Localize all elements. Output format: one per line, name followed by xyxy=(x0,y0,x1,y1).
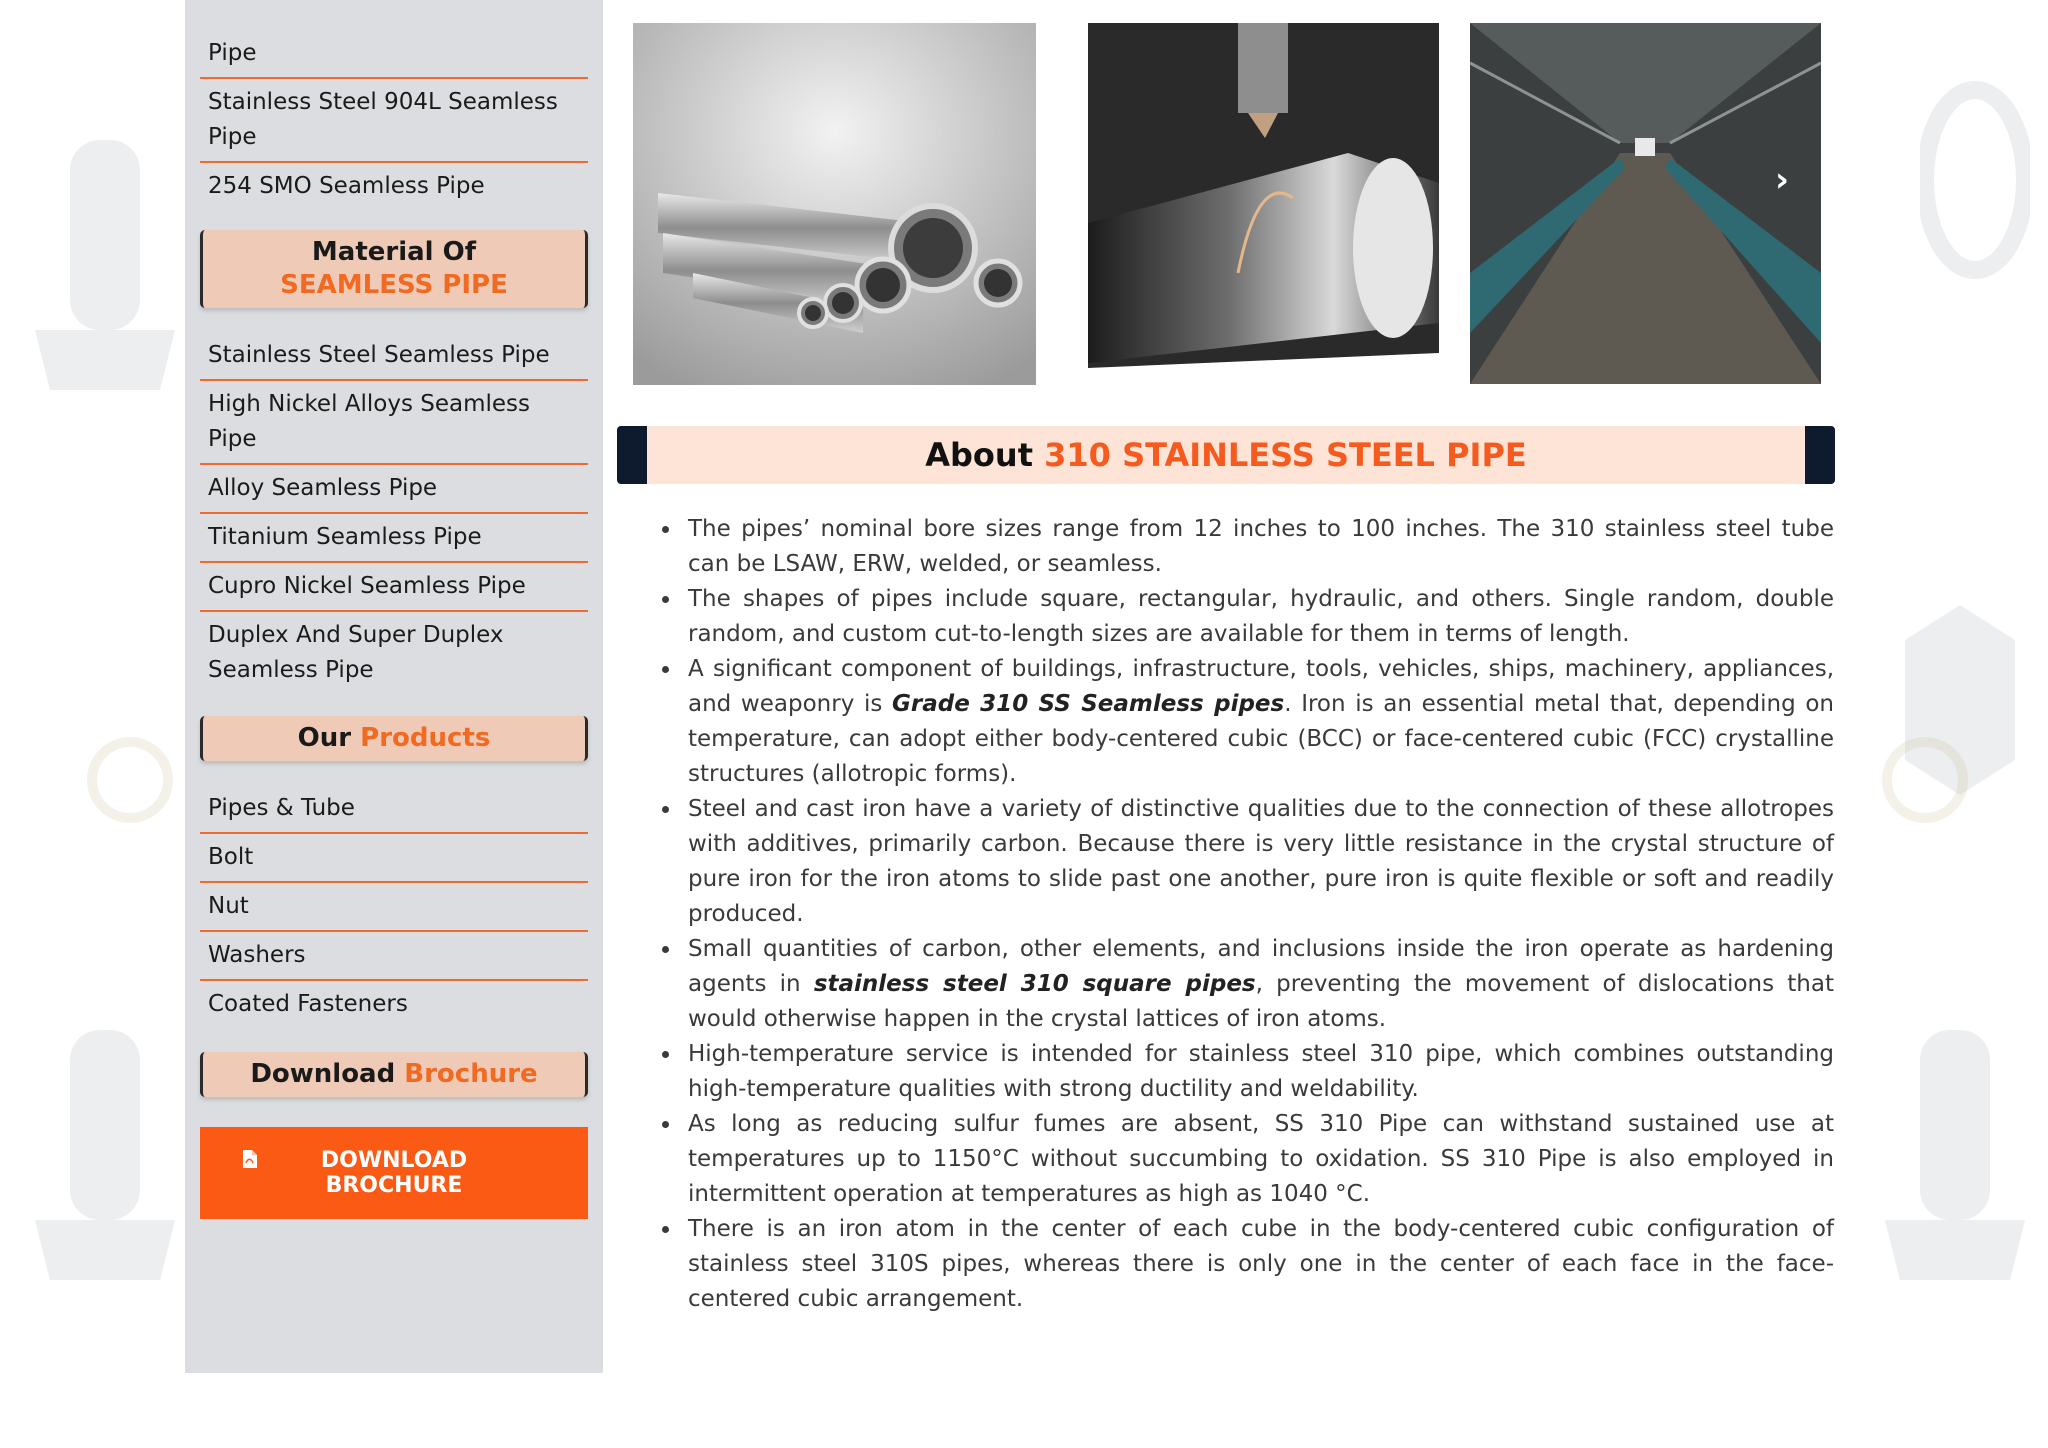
about-heading-plain: About xyxy=(925,436,1033,474)
sidebar-link-high-nickel-alloys-seamless-pipe[interactable]: High Nickel Alloys Seamless Pipe xyxy=(200,381,588,465)
list-item xyxy=(688,792,1834,932)
sidebar-link-254-smo-seamless-pipe[interactable]: 254 SMO Seamless Pipe xyxy=(208,173,485,199)
our-products-heading-plain: Our xyxy=(297,723,352,753)
download-brochure-heading xyxy=(200,1052,588,1097)
bullet-emphasis: stainless steel 310 square pipes xyxy=(813,971,1256,997)
washer-decoration-icon xyxy=(85,735,175,825)
sidebar xyxy=(185,0,603,1373)
bullet-text: As long as reducing sulfur fumes are absent, SS 310 Pipe can withstand sustained use at temperatures up to 1150°C without succumbing to oxidation. SS 310 Pipe is also employed in intermittent operation at temperatures as high as 1040 °C. xyxy=(688,1111,1834,1207)
hex-nut-decoration-icon xyxy=(1900,600,2020,800)
sidebar-link-stainless-steel-seamless-pipe[interactable]: Stainless Steel Seamless Pipe xyxy=(200,332,588,381)
material-heading-line2: SEAMLESS PIPE xyxy=(280,270,508,300)
bullet-text: . Iron is an essential metal that, depending on temperature, can adopt either body-centered cubic (BCC) or face-centered cubic (FCC) crystalline structures (allotropic forms). xyxy=(688,691,1834,787)
sidebar-link-duplex-super-duplex-seamless-pipe[interactable]: Duplex And Super Duplex Seamless Pipe xyxy=(208,622,504,683)
bullet-emphasis: Grade 310 SS Seamless pipes xyxy=(892,691,1285,717)
bullet-text: , preventing the movement of dislocations that would otherwise happen in the crystal lattices of iron atoms. xyxy=(688,971,1834,1032)
bolt-decoration-icon xyxy=(30,1030,180,1290)
sidebar-link-titanium-seamless-pipe[interactable]: Titanium Seamless Pipe xyxy=(200,514,588,563)
material-of-seamless-pipe-heading xyxy=(200,230,588,308)
bullet-text: Steel and cast iron have a variety of distinctive qualities due to the connection of these allotropes with additives, primarily carbon. Because there is very little resistance in the crystal structure of pure iron for the iron atoms to slide past one another, pure iron is quite flexible or soft and readily produced. xyxy=(688,796,1834,927)
sidebar-link-bolt[interactable]: Bolt xyxy=(200,834,588,883)
bullet-text: Small quantities of carbon, other elements, and inclusions inside the iron operate as hardening agents in xyxy=(688,936,1834,997)
about-heading-banner xyxy=(617,426,1835,484)
list-item xyxy=(688,1037,1834,1107)
sidebar-link-alloy-seamless-pipe[interactable]: Alloy Seamless Pipe xyxy=(200,465,588,514)
about-bullet-list xyxy=(688,512,1834,1317)
pdf-file-icon xyxy=(242,1149,258,1169)
download-button-line1: DOWNLOAD xyxy=(320,1148,468,1173)
steel-pipes-bundle-image[interactable] xyxy=(633,23,1036,385)
material-heading-line1: Material Of xyxy=(311,237,477,267)
bullet-text: The shapes of pipes include square, rectangular, hydraulic, and others. Single random, double random, and custom cut-to-length sizes are available for them in terms of length. xyxy=(688,586,1834,647)
list-item xyxy=(688,652,1834,792)
bolt-decoration-icon xyxy=(1880,1030,2030,1290)
bullet-text: High-temperature service is intended for stainless steel 310 pipe, which combines outstanding high-temperature qualities with strong ductility and weldability. xyxy=(688,1041,1834,1102)
download-brochure-heading-accent: Brochure xyxy=(404,1059,538,1089)
list-item xyxy=(688,582,1834,652)
our-products-heading xyxy=(200,716,588,761)
list-item xyxy=(688,932,1834,1037)
sidebar-link-pipes-tube[interactable]: Pipes & Tube xyxy=(200,785,588,834)
washer-decoration-icon xyxy=(1880,735,1970,825)
nut-decoration-icon xyxy=(1920,80,2030,280)
list-item xyxy=(688,1107,1834,1212)
tunnel-pipeline-image[interactable] xyxy=(1470,23,1821,384)
bullet-text: The pipes’ nominal bore sizes range from 12 inches to 100 inches. The 310 stainless steel tube can be LSAW, ERW, welded, or seamless. xyxy=(688,516,1834,577)
sidebar-link-nut[interactable]: Nut xyxy=(200,883,588,932)
sidebar-link-partial-pipe[interactable]: Pipe xyxy=(200,0,588,79)
download-brochure-heading-plain: Download xyxy=(250,1059,396,1089)
bullet-text: There is an iron atom in the center of each cube in the body-centered cubic configuration of stainless steel 310S pipes, whereas there is only one in the center of each face in the face-centered cubic arrangement. xyxy=(688,1216,1834,1312)
sidebar-inner xyxy=(200,0,588,1219)
sidebar-link-cupro-nickel-seamless-pipe[interactable]: Cupro Nickel Seamless Pipe xyxy=(200,563,588,612)
download-button-label xyxy=(321,1148,467,1198)
download-button-line2: BROCHURE xyxy=(325,1173,463,1198)
sidebar-link-washers[interactable]: Washers xyxy=(200,932,588,981)
about-content xyxy=(688,512,1834,1317)
download-brochure-button[interactable] xyxy=(200,1127,588,1219)
bullet-text: A significant component of buildings, infrastructure, tools, vehicles, ships, machinery, appliances, and weaponry is xyxy=(688,656,1834,717)
pipe-welding-closeup-image[interactable] xyxy=(1088,23,1439,384)
sidebar-link-coated-fasteners[interactable]: Coated Fasteners xyxy=(208,991,408,1017)
about-heading-accent: 310 STAINLESS STEEL PIPE xyxy=(1044,436,1527,474)
gallery-next-arrow-icon[interactable]: › xyxy=(1775,160,1790,200)
our-products-heading-accent: Products xyxy=(360,723,491,753)
sidebar-link-ss-904l-seamless-pipe[interactable]: Stainless Steel 904L Seamless Pipe xyxy=(200,79,588,163)
list-item xyxy=(688,1212,1834,1317)
bolt-decoration-icon xyxy=(30,140,180,400)
list-item xyxy=(688,512,1834,582)
